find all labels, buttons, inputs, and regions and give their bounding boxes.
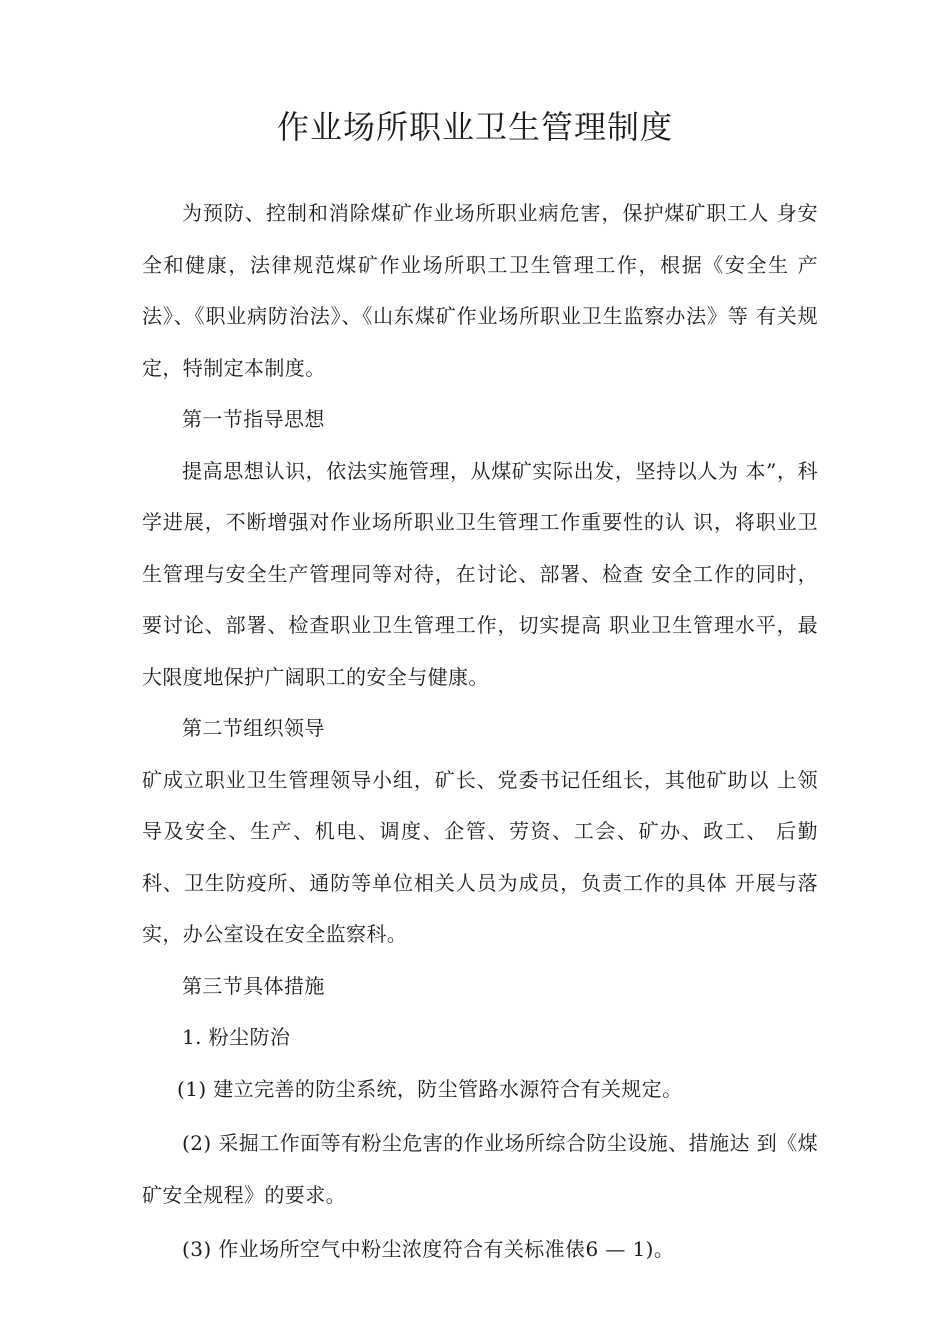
list-item-dust-control: 1. 粉尘防治 [182, 1025, 291, 1049]
section-1-heading: 第一节指导思想 [182, 407, 325, 431]
document-body [142, 188, 818, 1276]
list-item-1-1: (1) 建立完善的防尘系统，防尘管路水源符合有关规定。 [177, 1076, 683, 1101]
section-2-heading: 第二节组织领导 [182, 716, 325, 740]
list-item-1-3: (3) 作业场所空气中粉尘浓度符合有关标准俵6 — 1)。 [182, 1237, 675, 1261]
section-2-paragraph: 矿成立职业卫生管理领导小组，矿长、党委书记任组长，其他矿助以 上领导及安全、生产、机电、调度、企管、劳资、工会、矿办、政工、 后勤科、卫生防疫所、通防等单位相关人员为成员，负责工作的具体 开展与落实，办公室设在安全监察科。 [142, 767, 818, 946]
intro-paragraph: 为预防、控制和消除煤矿作业场所职业病危害，保护煤矿职工人 身安全和健康，法律规范煤矿作业场所职工卫生管理工作，根据《安全生 产法》、《职业病防治法》、《山东煤矿作业场所职业卫生监察办法》等 有关规定，特制定本制度。 [142, 201, 818, 380]
list-item-1-2: (2) 采掘工作面等有粉尘危害的作业场所综合防尘设施、措施达 到《煤矿安全规程》的要求。 [142, 1131, 818, 1207]
section-3-heading: 第三节具体措施 [182, 973, 325, 998]
section-1-paragraph: 提高思想认识，依法实施管理，从煤矿实际出发，坚持以人为 本”，科学进展，不断增强对作业场所职业卫生管理工作重要性的认 识，将职业卫生管理与安全生产管理同等对待，在讨论、部署、检查 安全工作的同时，要讨论、部署、检查职业卫生管理工作，切实提高 职业卫生管理水平，最大限度地保护广阔职工的安全与健康。 [142, 458, 818, 689]
document-title: 作业场所职业卫生管理制度 [276, 108, 673, 146]
